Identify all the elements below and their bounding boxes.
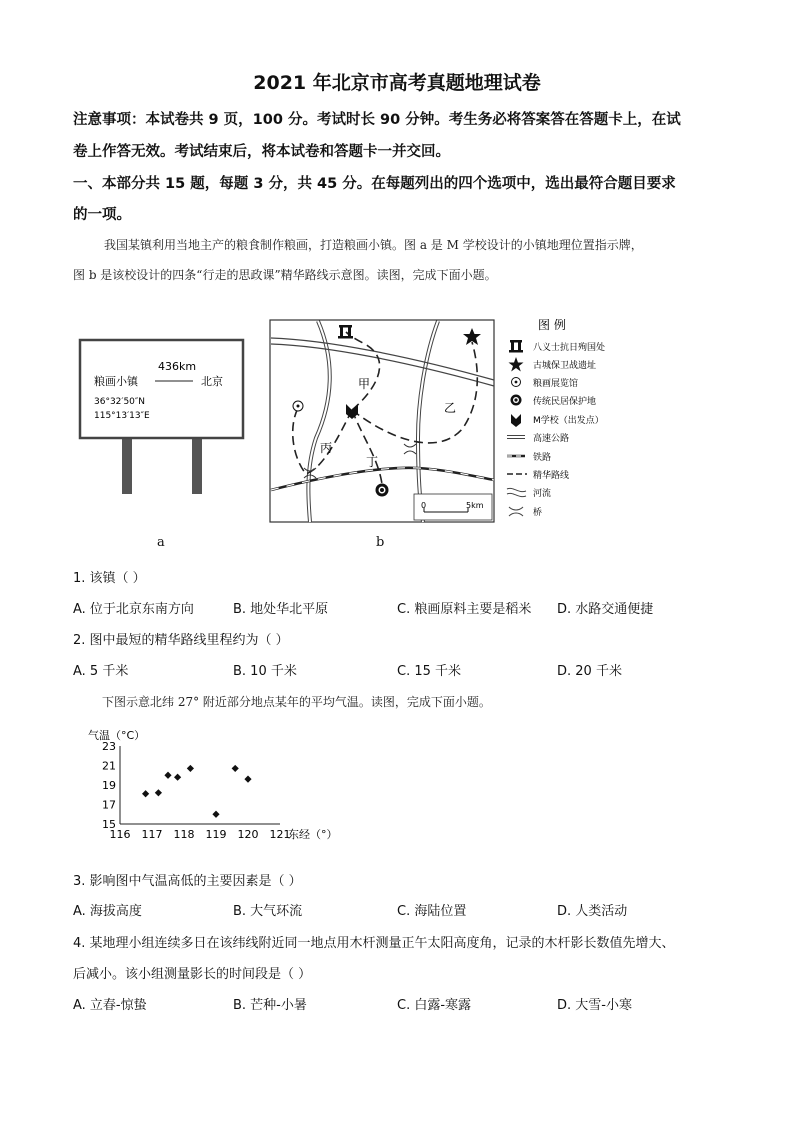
legend-label: 古城保卫战遗址 <box>533 361 597 371</box>
part1-line-2: 的一项。 <box>73 207 131 223</box>
notice-line-2: 卷上作答无效。考试结束后，将本试卷和答题卡一并交回。 <box>73 144 450 160</box>
legend-label: M学校（出发点） <box>533 416 604 426</box>
data-point <box>142 790 149 797</box>
data-point <box>244 776 251 783</box>
x-tick-label: 116 <box>109 828 131 841</box>
legend-label: 铁路 <box>533 453 552 463</box>
q3-option-b[interactable]: B. 大气环流 <box>233 904 303 919</box>
data-point <box>232 765 239 772</box>
figure-a-caption: a <box>157 535 165 550</box>
legend-label: 八义士抗日殉国处 <box>533 343 606 353</box>
q4-option-c[interactable]: C. 白露-寒露 <box>397 998 472 1013</box>
exhibition-icon <box>293 401 303 411</box>
q4-line-2: 后减小。该小组测量影长的时间段是（ ） <box>73 967 312 982</box>
sign-distance: 436km <box>158 360 197 373</box>
part1-line-1: 一、本部分共 15 题，每题 3 分，共 45 分。在每题列出的四个选项中，选出最符合题目要求 <box>73 176 676 192</box>
sign-latitude: 36°32′50″N <box>94 397 145 407</box>
y-tick-label: 15 <box>102 818 116 831</box>
x-tick-label: 119 <box>205 828 227 841</box>
q4-line-1: 4. 某地理小组连续多日在该纬线附近同一地点用木杆测量正午太阳高度角，记录的木杆影长数值先增大、 <box>73 936 675 951</box>
legend-river-icon <box>507 488 526 496</box>
scale-end: 5km <box>466 501 484 510</box>
data-point <box>212 811 219 818</box>
legend-star-icon <box>509 357 524 372</box>
q3-option-d[interactable]: D. 人类活动 <box>557 904 628 919</box>
q1-option-c[interactable]: C. 粮画原料主要是稻米 <box>397 602 532 617</box>
sign-city: 北京 <box>201 375 223 388</box>
residence-icon <box>376 484 389 497</box>
notice-line-1: 注意事项：本试卷共 9 页，100 分。考试时长 90 分钟。考生务必将答案答在答题卡上，在试 <box>73 112 681 128</box>
y-tick-label: 17 <box>102 798 116 812</box>
q2-option-d[interactable]: D. 20 千米 <box>557 664 622 679</box>
legend-label: 河流 <box>533 489 552 499</box>
legend-school-icon <box>511 414 521 427</box>
q2-stem: 2. 图中最短的精华路线里程约为（ ） <box>73 633 289 648</box>
intro1-line-1: 我国某镇利用当地主产的粮食制作粮画，打造粮画小镇。图 a 是 M 学校设计的小镇地理位置指示牌， <box>104 238 643 252</box>
q2-option-c[interactable]: C. 15 千米 <box>397 664 462 679</box>
legend-label: 粮画展览馆 <box>533 379 579 389</box>
q4-option-d[interactable]: D. 大雪-小寒 <box>557 998 632 1013</box>
legend-exhibition-icon <box>512 378 521 387</box>
legend-label: 精华路线 <box>533 471 570 481</box>
label-bing: 丙 <box>320 441 333 455</box>
legend-memorial-icon <box>509 340 523 353</box>
sign-longitude: 115°13′13″E <box>94 411 150 421</box>
q4-option-a[interactable]: A. 立春-惊蛰 <box>73 998 147 1013</box>
q3-stem: 3. 影响图中气温高低的主要因素是（ ） <box>73 874 302 889</box>
y-tick-label: 21 <box>102 759 116 773</box>
map-legend <box>506 316 646 522</box>
chart-xlabel: 东经（°） <box>288 828 338 841</box>
sign-post-left <box>122 436 132 494</box>
sign-post-right <box>192 436 202 494</box>
legend-residence-icon <box>511 395 522 406</box>
label-jia: 甲 <box>358 377 371 391</box>
q3-option-c[interactable]: C. 海陆位置 <box>397 904 467 919</box>
q1-option-d[interactable]: D. 水路交通便捷 <box>557 602 654 617</box>
q1-option-a[interactable]: A. 位于北京东南方向 <box>73 602 194 617</box>
q2-option-a[interactable]: A. 5 千米 <box>73 664 129 679</box>
data-point <box>187 765 194 772</box>
x-tick-label: 120 <box>237 828 259 841</box>
x-tick-label: 117 <box>141 828 163 841</box>
q4-option-b[interactable]: B. 芒种-小暑 <box>233 998 307 1013</box>
scale-zero: 0 <box>421 501 427 510</box>
figure-b-caption: b <box>376 535 385 550</box>
chart-ylabel: 气温（°C） <box>88 729 146 742</box>
legend-bridge-icon <box>509 507 523 516</box>
legend-label: 高速公路 <box>533 434 570 444</box>
sign-board <box>80 340 243 438</box>
data-point <box>174 774 181 781</box>
legend-label: 桥 <box>533 508 543 518</box>
label-ding: 丁 <box>366 455 379 469</box>
page-title: 2021 年北京市高考真题地理试卷 <box>253 72 541 94</box>
y-tick-label: 23 <box>102 740 116 753</box>
figure-b-map <box>268 318 498 524</box>
sign-town: 粮画小镇 <box>94 375 138 388</box>
q3-option-a[interactable]: A. 海拔高度 <box>73 904 142 919</box>
x-tick-label: 121 <box>269 828 291 841</box>
legend-label: 传统民居保护地 <box>533 397 597 407</box>
q1-stem: 1. 该镇（ ） <box>73 571 146 586</box>
y-tick-label: 19 <box>102 779 116 792</box>
data-point <box>164 772 171 779</box>
data-point <box>155 789 162 796</box>
temperature-scatter-chart <box>80 724 380 848</box>
intro1-line-2: 图 b 是该校设计的四条“行走的思政课”精华路线示意图。读图，完成下面小题。 <box>73 268 497 282</box>
figure-a-signboard <box>78 338 248 498</box>
x-tick-label: 118 <box>173 828 195 841</box>
label-yi: 乙 <box>444 401 457 415</box>
legend-title: 图 例 <box>538 318 566 332</box>
q1-option-b[interactable]: B. 地处华北平原 <box>233 602 329 617</box>
q2-option-b[interactable]: B. 10 千米 <box>233 664 297 679</box>
intro2: 下图示意北纬 27° 附近部分地点某年的平均气温。读图，完成下面小题。 <box>102 695 491 709</box>
